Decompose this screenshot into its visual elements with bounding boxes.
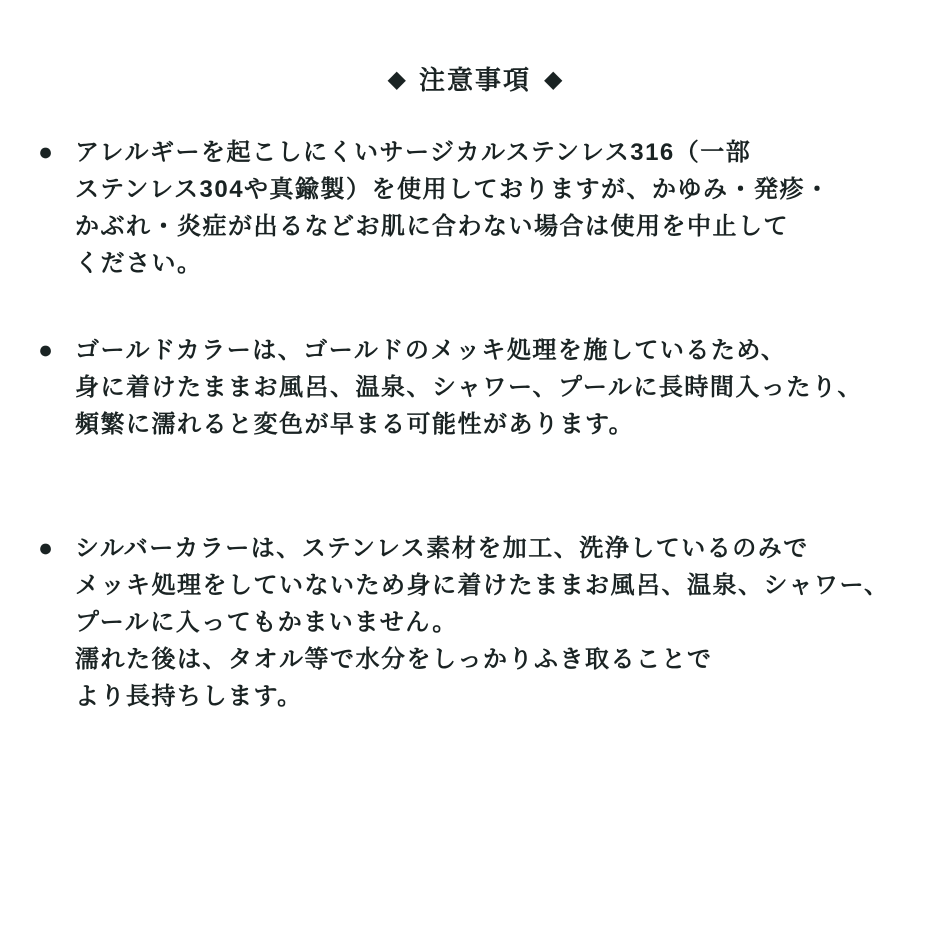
notice-line: 頻繁に濡れると変色が早まる可能性があります。 <box>75 411 635 438</box>
notice-line: メッキ処理をしていないため身に着けたままお風呂、温泉、シャワー、 <box>75 572 890 599</box>
notice-list <box>0 134 950 715</box>
notice-text <box>75 332 930 443</box>
notice-line: ゴールドカラーは、ゴールドのメッキ処理を施しているため、 <box>75 337 787 364</box>
notice-line: プールに入ってもかまいません。 <box>75 609 458 636</box>
notice-line: 身に着けたままお風呂、温泉、シャワー、プールに長時間入ったり、 <box>75 374 863 401</box>
diamond-left-icon: ◆ <box>387 66 406 93</box>
page-title-text: 注意事項 <box>418 65 531 95</box>
notice-line: 濡れた後は、タオル等で水分をしっかりふき取ることで <box>75 646 713 673</box>
list-item <box>0 530 950 715</box>
page-title <box>0 64 950 96</box>
notice-text <box>75 134 930 282</box>
notice-line: シルバーカラーは、ステンレス素材を加工、洗浄しているのみで <box>75 535 809 562</box>
bullet-icon: ● <box>38 534 54 562</box>
diamond-right-icon: ◆ <box>544 66 563 93</box>
notice-line: より長持ちします。 <box>75 683 303 710</box>
notice-line: アレルギーを起こしにくいサージカルステンレス316（一部 <box>75 139 752 166</box>
notice-line: かぶれ・炎症が出るなどお肌に合わない場合は使用を中止して <box>75 213 789 240</box>
bullet-icon: ● <box>38 336 54 364</box>
list-item <box>0 134 950 282</box>
list-item <box>0 332 950 443</box>
bullet-icon: ● <box>38 138 54 166</box>
notice-line: ステンレス304や真鍮製）を使用しておりますが、かゆみ・発疹・ <box>75 176 831 203</box>
notice-line: ください。 <box>75 250 203 277</box>
notice-text <box>75 530 930 715</box>
